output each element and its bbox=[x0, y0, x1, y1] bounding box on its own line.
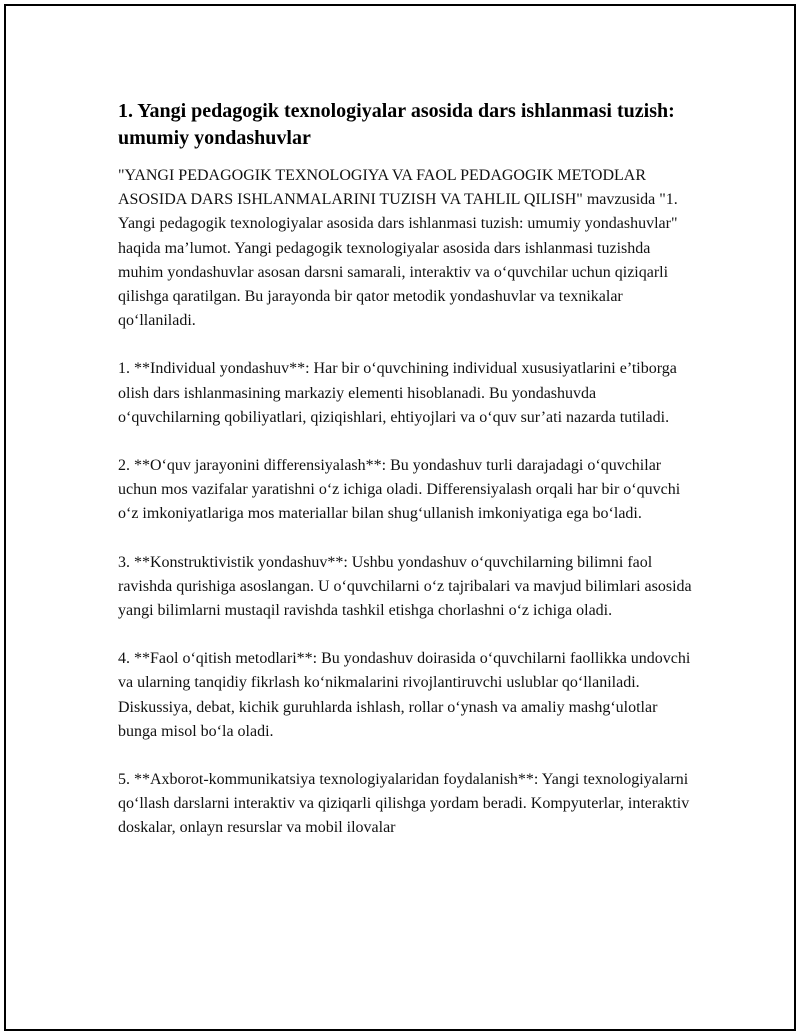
paragraph-active-teaching-methods: 4. **Faol o‘qitish metodlari**: Bu yondashuv doirasida o‘quvchilarni faollikka undovchi va ularning tanqidiy fikrlash ko‘nikmalarini rivojlantiruvchi uslublar qo‘llaniladi. Diskussiya, debat, kichik guruhlarda ishlash, rollar o‘ynash va amaliy mashg‘ulotlar bunga misol bo‘la oladi. bbox=[118, 650, 691, 740]
paragraph-constructivist-approach: 3. **Konstruktivistik yondashuv**: Ushbu yondashuv o‘quvchilarning bilimni faol ravishda qurishiga asoslangan. U o‘quvchilarni o‘z tajribalari va mavjud bilimlari asosida yangi bilimlarni mustaqil ravishda tashkil etishga chorlashni o‘z ichiga oladi. bbox=[118, 553, 692, 620]
intro-paragraph: "YANGI PEDAGOGIK TEXNOLOGIYA VA FAOL PEDAGOGIK METODLAR ASOSIDA DARS ISHLANMALARINI TUZISH VA TAHLIL QILISH" mavzusida "1. Yangi pedagogik texnologiyalar asosida dars ishlanmasi tuzish: umumiy yondashuvlar" haqida ma’lumot. Yangi pedagogik texnologiyalar asosida dars ishlanmasi tuzishda muhim yondashuvlar asosan darsni samarali, interaktiv va o‘quvchilar uchun qiziqarli qilishga qaratilgan. Bu jarayonda bir qator metodik yondashuvlar va texnikalar qo‘llaniladi. bbox=[118, 167, 678, 330]
page-frame bbox=[4, 4, 796, 1031]
document-body bbox=[118, 98, 694, 865]
paragraph-ict-usage: 5. **Axborot-kommunikatsiya texnologiyalaridan foydalanish**: Yangi texnologiyalarni qo‘llash darslarni interaktiv va qiziqarli qilishga yordam beradi. Kompyuterlar, interaktiv doskalar, onlayn resurslar va mobil ilovalar bbox=[118, 771, 690, 837]
paragraph-individual-approach: 1. **Individual yondashuv**: Har bir o‘quvchining individual xususiyatlarini e’tiborga olish dars ishlanmasining markaziy elementi hisoblanadi. Bu yondashuvda o‘quvchilarning qobiliyatlari, qiziqishlari, ehtiyojlari va o‘quv sur’ati nazarda tutiladi. bbox=[118, 360, 677, 426]
paragraph-differentiation: 2. **O‘quv jarayonini differensiyalash**: Bu yondashuv turli darajadagi o‘quvchilar uchun mos vazifalar yaratishni o‘z ichiga oladi. Differensiyalash orqali har bir o‘quvchi o‘z imkoniyatlariga mos materiallar bilan shug‘ullanish imkoniyatiga ega bo‘ladi. bbox=[118, 457, 681, 523]
section-heading: 1. Yangi pedagogik texnologiyalar asosida dars ishlanmasi tuzish: umumiy yondashuvlar bbox=[118, 100, 675, 149]
